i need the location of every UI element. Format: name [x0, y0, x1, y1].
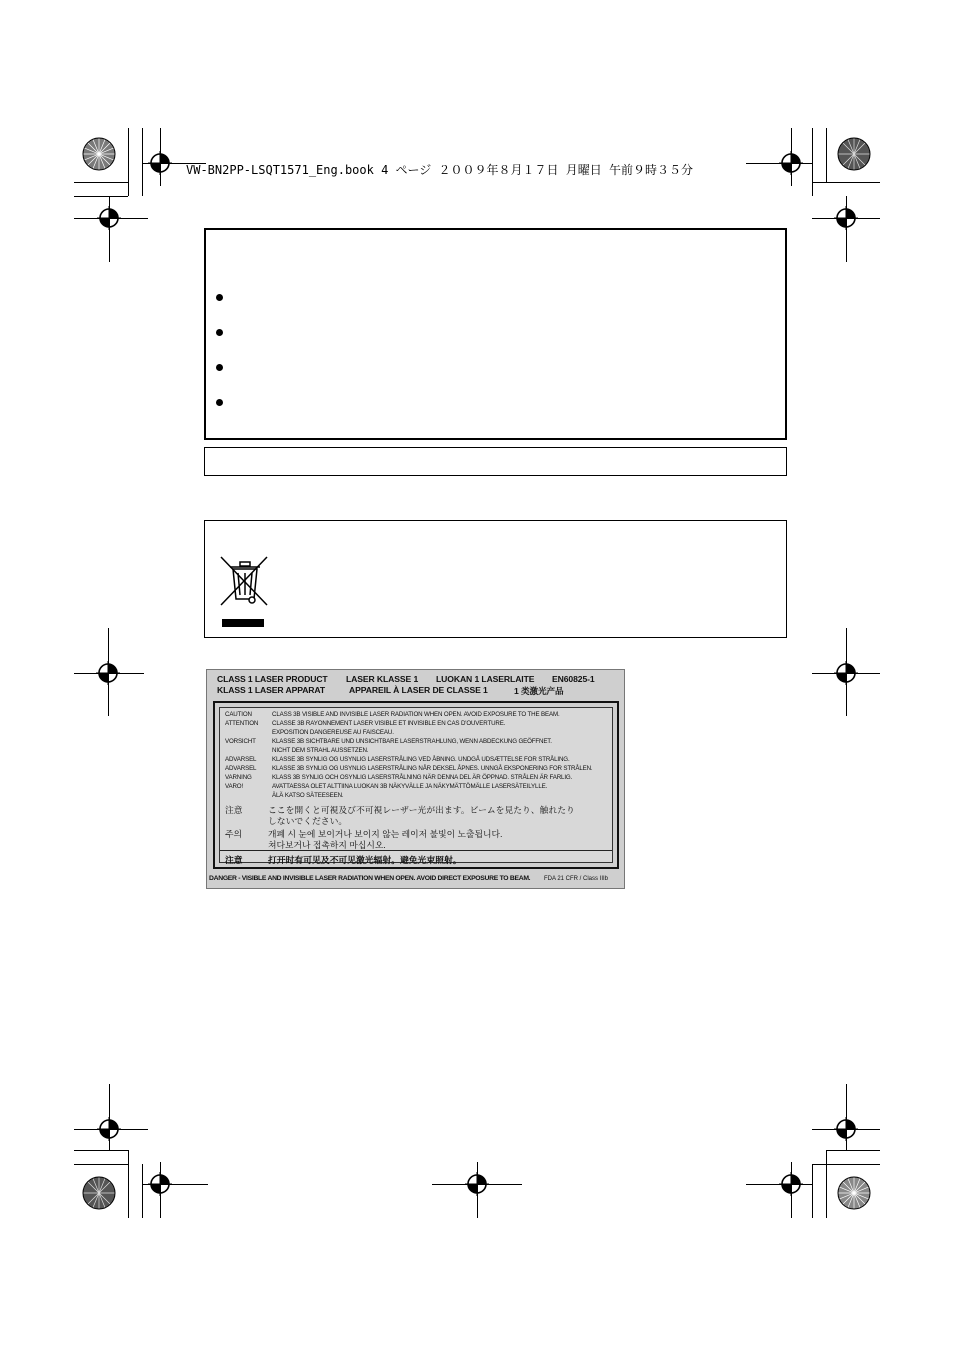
warning-key: VARNING	[225, 774, 252, 781]
warning-text: NICHT DEM STRAHL AUSSETZEN.	[272, 747, 369, 754]
label-warning-panel	[213, 701, 619, 869]
crop-line	[128, 1150, 129, 1218]
warning-key: 주의	[225, 829, 242, 839]
warning-text: ÄLÄ KATSO SÄTEESEEN.	[272, 792, 344, 799]
warning-text: KLASSE 3B SICHTBARE UND UNSICHTBARE LASERSTRAHLUNG, WENN ABDECKUNG GEÖFFNET.	[272, 738, 552, 745]
warning-key: CAUTION	[225, 711, 252, 718]
warning-key: VARO!	[225, 783, 244, 790]
registration-mark-icon	[465, 1172, 489, 1196]
crossed-out-wheeled-bin-icon	[219, 553, 271, 629]
color-rosette-icon	[82, 137, 116, 171]
fda-class-text: FDA 21 CFR / Class IIIb	[544, 876, 609, 882]
crop-line	[74, 182, 128, 183]
registration-mark-icon	[97, 206, 121, 230]
crop-line	[812, 182, 880, 183]
bullet-icon	[216, 294, 223, 301]
warning-text: KLASS 3B SYNLIG OCH OSYNLIG LASERSTRÅLNING NÄR DENNA DEL ÄR ÖPPNAD. STRÅLEN ÄR FARLIG.	[272, 774, 573, 781]
warning-key: ADVARSEL	[225, 765, 257, 772]
label-text: LASER KLASSE 1	[346, 674, 419, 684]
bullet-icon	[216, 399, 223, 406]
crop-line	[142, 1164, 143, 1218]
bulleted-notice-box	[204, 228, 787, 440]
crop-line	[826, 1150, 827, 1218]
warning-text: AVATTAESSA OLET ALTTIINA LUOKAN 3B NÄKYVÄLLE JA NÄKYMÄTTÖMÄLLE LASERSÄTEILYLLE.	[272, 783, 548, 790]
label-text: KLASS 1 LASER APPARAT	[217, 685, 326, 695]
notice-strip-box	[204, 447, 787, 476]
registration-mark-icon	[97, 1117, 121, 1141]
warning-key: 注意	[225, 855, 243, 865]
registration-mark-icon	[834, 1117, 858, 1141]
crop-line	[128, 128, 129, 196]
warning-text: ここを開くと可視及び不可視レーザー光が出ます。ビームを見たり、触れたり	[268, 805, 575, 815]
color-rosette-icon	[837, 1176, 871, 1210]
warning-text: 쳐다보거나 접촉하지 마십시오.	[268, 840, 386, 850]
disposal-notice-box	[204, 520, 787, 638]
warning-key: VORSICHT	[225, 738, 256, 745]
crop-line	[826, 1150, 880, 1151]
label-text: EN60825-1	[552, 674, 595, 684]
label-text: 1 类激光产品	[514, 686, 564, 696]
danger-text: DANGER - VISIBLE AND INVISIBLE LASER RADIATION WHEN OPEN. AVOID DIRECT EXPOSURE TO BEAM.	[209, 875, 531, 882]
registration-mark-icon	[834, 661, 858, 685]
warning-text: EXPOSITION DANGEREUSE AU FAISCEAU.	[272, 729, 394, 736]
color-rosette-icon	[82, 1176, 116, 1210]
crop-line	[74, 196, 128, 197]
registration-mark-icon	[779, 1172, 803, 1196]
registration-mark-icon	[834, 206, 858, 230]
label-text: LUOKAN 1 LASERLAITE	[436, 674, 535, 684]
bullet-icon	[216, 329, 223, 336]
warning-text: CLASS 3B VISIBLE AND INVISIBLE LASER RADIATION WHEN OPEN. AVOID EXPOSURE TO THE BEAM.	[272, 711, 560, 718]
warning-text: 개폐 시 눈에 보이거나 보이지 않는 레이저 불빛이 노출됩니다.	[268, 829, 503, 839]
warning-text: しないでください。	[268, 816, 348, 826]
warning-text: KLASSE 3B SYNLIG OG USYNLIG LASERSTRÅLING NÅR DEKSEL ÅPNES. UNNGÅ EKSPONERING FOR STRÅLEN.	[272, 765, 593, 772]
registration-mark-icon	[148, 151, 172, 175]
label-text: APPAREIL À LASER DE CLASSE 1	[349, 685, 488, 695]
registration-mark-icon	[148, 1172, 172, 1196]
label-bottom-line	[207, 870, 624, 889]
registration-mark-icon	[96, 661, 120, 685]
print-header-line: VW-BN2PP-LSQT1571_Eng.book 4 ページ ２００９年８月１７日 月曜日 午前９時３５分	[186, 163, 693, 177]
bullet-icon	[216, 364, 223, 371]
label-warning-frame	[219, 707, 613, 863]
warning-key: ATTENTION	[225, 720, 259, 727]
warning-key: ADVARSEL	[225, 756, 257, 763]
label-text: CLASS 1 LASER PRODUCT	[217, 674, 328, 684]
warning-text: 打开时有可见及不可见激光辐射。避免光束照射。	[268, 855, 462, 865]
color-rosette-icon	[837, 137, 871, 171]
crop-line	[74, 1164, 128, 1165]
crop-line	[812, 1164, 813, 1218]
warning-key: 注意	[225, 805, 243, 815]
crop-line	[812, 1164, 880, 1165]
crop-line	[826, 128, 827, 182]
warning-text: KLASSE 3B SYNLIG OG USYNLIG LASERSTRÅLING VED ÅBNING. UNDGÅ UDSÆTTELSE FOR STRÅLING.	[272, 756, 570, 763]
label-divider	[220, 850, 612, 851]
laser-warning-label	[206, 669, 625, 889]
registration-mark-icon	[779, 151, 803, 175]
crop-line	[74, 1150, 128, 1151]
warning-text: CLASSE 3B RAYONNEMENT LASER VISIBLE ET INVISIBLE EN CAS D'OUVERTURE.	[272, 720, 506, 727]
crop-line	[142, 128, 143, 196]
crop-line	[812, 128, 813, 196]
